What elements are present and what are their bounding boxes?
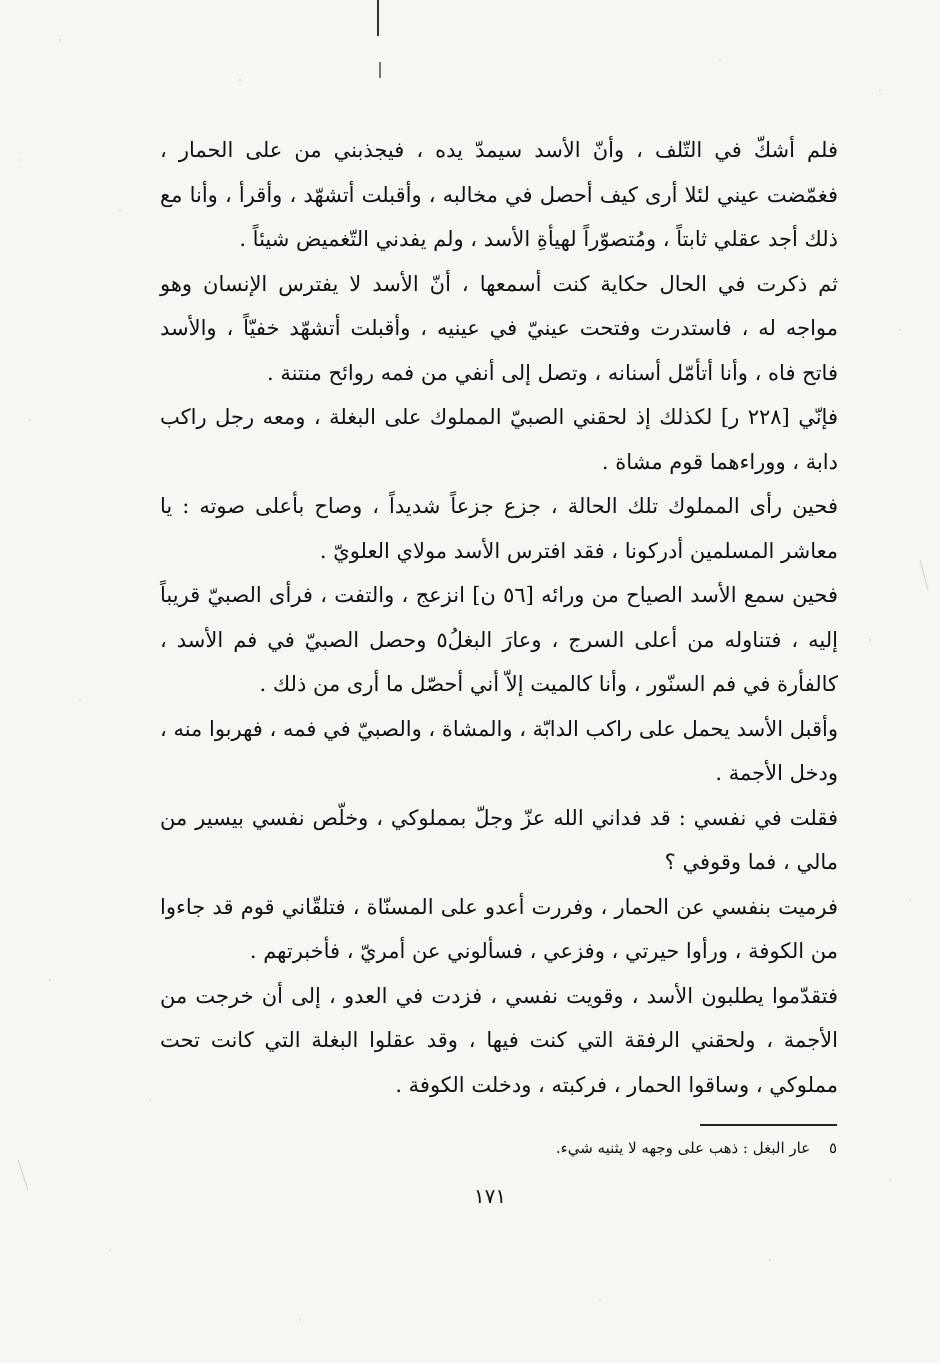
footnote-number: ٥ <box>828 1139 837 1157</box>
gutter-mark <box>377 0 379 36</box>
gutter-mark-lower <box>379 62 381 78</box>
paragraph: فحين سمع الأسد الصياح من ورائه [٥٦ ن] انزعج ، والتفت ، فرأى الصبيّ قريباً إليه ، فتناوله من أعلى السرج ، وعارَ البغلُ٥ وحصل الصبيّ في فم الأسد ، كالفأرة في فم السنّور ، وأنا كالميت إلاّ أني أحصّل ما أرى من ذلك . <box>160 583 838 696</box>
paragraph: فقلت في نفسي : قد فداني الله عزّ وجلّ بمملوكي ، وخلّص نفسي بيسير من مالي ، فما وقوفي ؟ <box>160 805 838 874</box>
main-text <box>160 128 838 1107</box>
footnote-separator <box>700 1124 837 1126</box>
paragraph: ثم ذكرت في الحال حكاية كنت أسمعها ، أنّ الأسد لا يفترس الإنسان وهو مواجه له ، فاستدرت وفتحت عينيّ في عينيه ، وأقبلت أتشهّد خفيّاً ، والأسد فاتح فاه ، وأنا أتأمّل أسنانه ، وتصل إلى أنفي من فمه روائح منتنة . <box>160 271 838 385</box>
paragraph: فلم أشكّ في التّلف ، وأنّ الأسد سيمدّ يده ، فيجذبني من على الحمار ، فغمّضت عيني لئلا أرى كيف أحصل في مخالبه ، وأقبلت أتشهّد ، وأقرأ ، وأنا مع ذلك أجد عقلي ثابتاً ، ومُتصوّراً لهيأةِ الأسد ، ولم يفدني التّغميض شيئاً . <box>160 138 838 251</box>
footnote-text: عار البغل : ذهب على وجهه لا يثنيه شيء. <box>555 1139 811 1157</box>
paragraph: فتقدّموا يطلبون الأسد ، وقويت نفسي ، فزدت في العدو ، إلى أن خرجت من الأجمة ، ولحقني الرفقة التي كنت فيها ، وقد عقلوا البغلة التي كانت تحت مملوكي ، وساقوا الحمار ، فركبته ، ودخلت الكوفة . <box>160 983 838 1097</box>
paragraph: فحين رأى المملوك تلك الحالة ، جزع جزعاً شديداً ، وصاح بأعلى صوته : يا معاشر المسلمين أدركونا ، فقد افترس الأسد مولاي العلويّ . <box>160 494 838 563</box>
page-number: ١٧١ <box>473 1184 507 1208</box>
footnote <box>400 1136 837 1160</box>
paragraph: فإنّي [٢٢٨ ر] لكذلك إذ لحقني الصبيّ المملوك على البغلة ، ومعه رجل راكب دابة ، ووراءهما قوم مشاة . <box>160 405 838 474</box>
paragraph: فرميت بنفسي عن الحمار ، وفررت أعدو على المسنّاة ، فتلقّاني قوم قد جاءوا من الكوفة ، ورأوا حيرتي ، وفزعي ، فسألوني عن أمريّ ، فأخبرتهم . <box>160 894 838 963</box>
paragraph: وأقبل الأسد يحمل على راكب الدابّة ، والمشاة ، والصبيّ في فمه ، فهربوا منه ، ودخل الأجمة . <box>160 716 838 785</box>
